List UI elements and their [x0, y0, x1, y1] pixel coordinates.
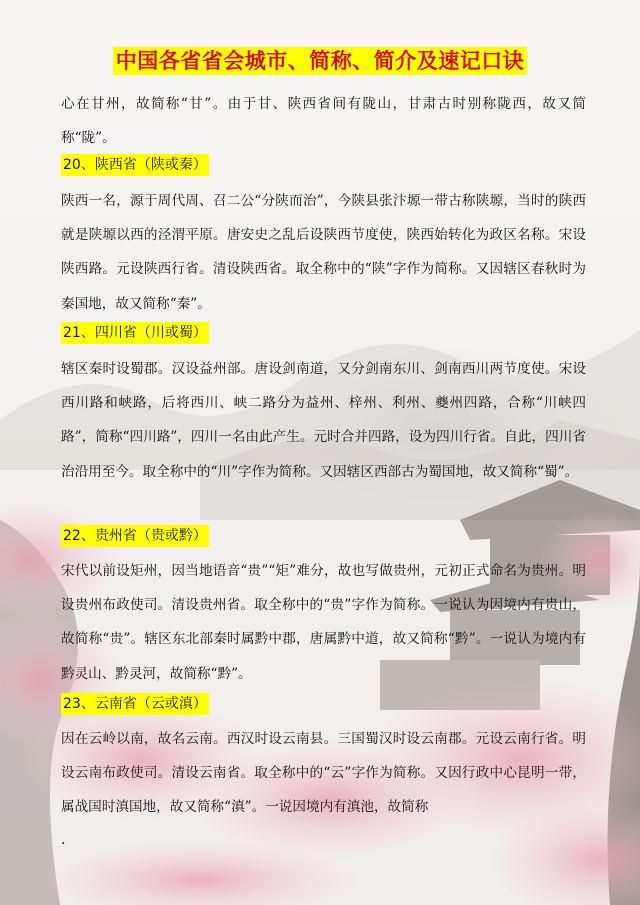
section-heading-label: 21、四川省（川或蜀） — [61, 322, 209, 344]
section-heading-label: 20、陕西省（陕或秦） — [61, 154, 209, 176]
page-title: 中国各省省会城市、简称、简介及速记口诀 — [113, 47, 528, 75]
section-paragraph-shaanxi: 陕西一名，源于周代周、召二公“分陕而治”，今陕县张汴塬一带古称陕塬，当时的陕西就是陕塬以西的泾渭平原。唐安史之乱后设陕西节度使，陕西始转化为政区名称。宋设陕西路。元设陕西行省。清设陕西省。取全称中的“陕”字作为简称。又因辖区春秋时为秦国地，故又简称“秦”。 — [61, 193, 586, 312]
section-heading-shaanxi — [61, 154, 209, 176]
intro-paragraph: 心在甘州，故简称“甘”。由于甘、陕西省间有陇山，甘肃古时别称陇西，故又简称“陇”。 — [61, 96, 586, 147]
trailing-mark: . — [61, 832, 66, 848]
section-heading-label: 23、云南省（云或滇） — [61, 693, 209, 715]
section-paragraph-guizhou: 宋代以前设矩州，因当地语音“贵”“矩”难分，故也写做贵州，元初正式命名为贵州。明设贵州布政使司。清设贵州省。取全称中的“贵”字作为简称。一说认为因境内有贵山，故简称“贵”。辖区东北部秦时属黔中郡，唐属黔中道，故又简称“黔”。一说认为境内有黔灵山、黔灵河，故简称“黔”。 — [61, 563, 586, 682]
section-heading-sichuan — [61, 322, 209, 344]
title-banner — [0, 47, 640, 75]
section-paragraph-sichuan: 辖区秦时设蜀郡。汉设益州部。唐设剑南道，又分剑南东川、剑南西川两节度使。宋设西川路和峡路，后将西川、峡二路分为益州、梓州、利州、夔州四路，合称“川峡四路”，简称“四川路”，四川一名由此产生。元时合并四路，设为四川行省。自此，四川省治沿用至今。取全称中的“川”字作为简称。又因辖区西部古为蜀国地，故又简称“蜀”。 — [61, 361, 586, 480]
section-heading-label: 22、贵州省（贵或黔） — [61, 525, 209, 547]
section-heading-yunnan — [61, 693, 209, 715]
section-paragraph-yunnan: 因在云岭以南，故名云南。西汉时设云南县。三国蜀汉时设云南郡。元设云南行省。明设云南布政使司。清设云南省。取全称中的“云”字作为简称。又因行政中心昆明一带，属战国时滇国地，故又简称“滇”。一说因境内有滇池，故简称 — [61, 731, 586, 816]
section-heading-guizhou — [61, 525, 209, 547]
